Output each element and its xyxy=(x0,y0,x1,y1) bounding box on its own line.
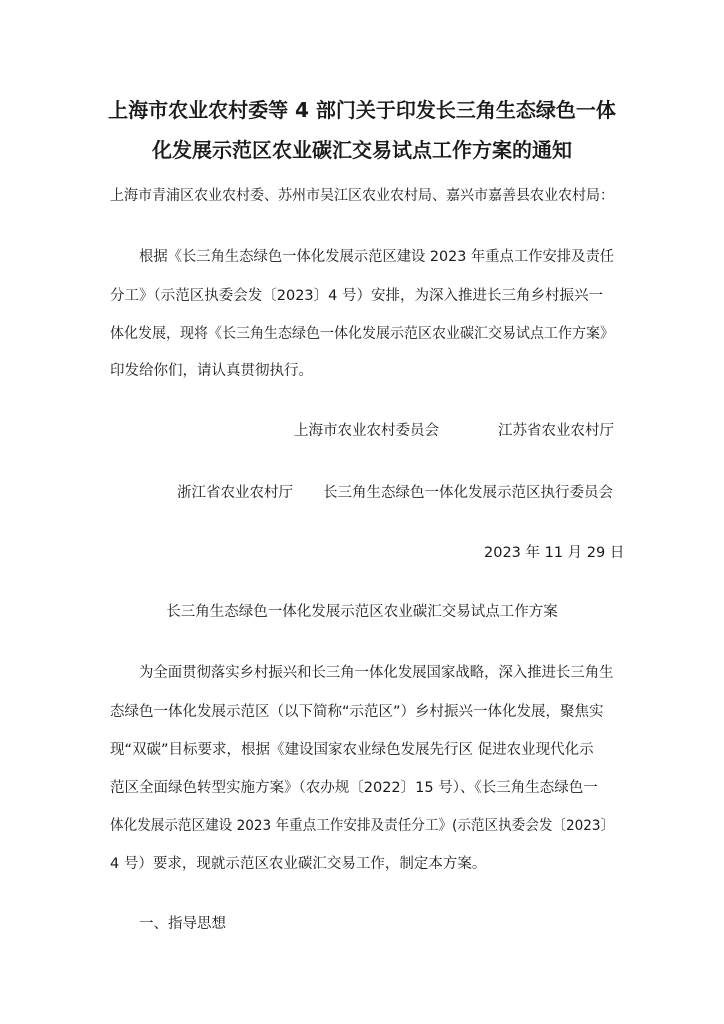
paragraph2-line-1: 为全面贯彻落实乡村振兴和长三角一体化发展国家战略，深入推进长三角生 xyxy=(139,665,614,681)
paragraph2-line-3: 现“双碳”目标要求，根据《建设国家农业绿色发展先行区 促进农业现代化示 xyxy=(110,742,594,758)
signer-executive-committee: 长三角生态绿色一体化发展示范区执行委员会 xyxy=(323,485,613,501)
paragraph2-line-5: 体化发展示范区建设 2023 年重点工作安排及责任分工》(示范区执委会发〔2023〕 xyxy=(110,818,615,834)
document-date: 2023 年 11 月 29 日 xyxy=(484,545,625,561)
section1-heading: 一、指导思想 xyxy=(139,916,226,932)
paragraph2-line-2: 态绿色一体化发展示范区（以下简称“示范区”）乡村振兴一体化发展，聚焦实 xyxy=(110,704,604,720)
paragraph1-line-4: 印发给你们，请认真贯彻执行。 xyxy=(110,363,313,379)
signer-zhejiang: 浙江省农业农村厅 xyxy=(177,485,293,501)
paragraph1-line-1: 根据《长三角生态绿色一体化发展示范区建设 2023 年重点工作安排及责任 xyxy=(139,249,615,265)
recipients-line: 上海市青浦区农业农村委、苏州市吴江区农业农村局、嘉兴市嘉善县农业农村局： xyxy=(110,188,614,204)
plan-title: 长三角生态绿色一体化发展示范区农业碳汇交易试点工作方案 xyxy=(166,604,558,620)
paragraph2-line-6: 4 号）要求，现就示范区农业碳汇交易工作，制定本方案。 xyxy=(110,856,487,872)
paragraph1-line-2: 分工》（示范区执委会发〔2023〕4 号）安排，为深入推进长三角乡村振兴一 xyxy=(110,288,603,304)
document-title-line-1: 上海市农业农村委等 4 部门关于印发长三角生态绿色一体 xyxy=(108,98,616,122)
signer-jiangsu: 江苏省农业农村厅 xyxy=(498,423,614,439)
paragraph2-line-4: 范区全面绿色转型实施方案》（农办规〔2022〕15 号）、《长三角生态绿色一 xyxy=(110,780,598,796)
paragraph1-line-3: 体化发展，现将《长三角生态绿色一体化发展示范区农业碳汇交易试点工作方案》 xyxy=(110,326,614,342)
document-title-line-2: 化发展示范区农业碳汇交易试点工作方案的通知 xyxy=(152,138,572,162)
signer-shanghai: 上海市农业农村委员会 xyxy=(294,423,439,439)
